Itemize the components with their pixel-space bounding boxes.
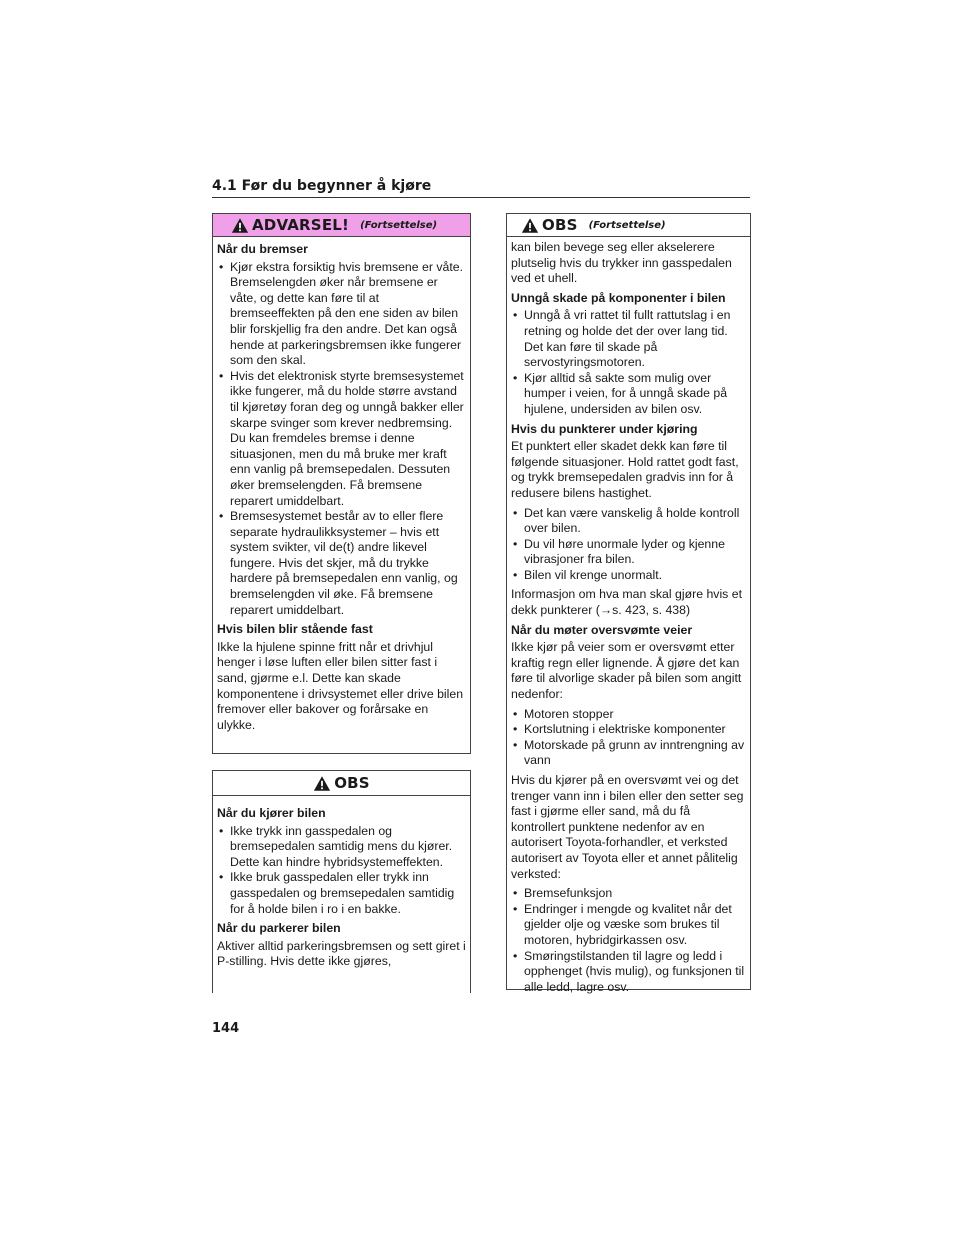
section-heading: Når du parkerer bilen xyxy=(217,921,341,936)
list-item: • Du vil høre unormale lyder og kjenne vibrasjoner fra bilen. xyxy=(511,537,746,568)
paragraph: kan bilen bevege seg eller akselerere plutselig hvis du trykker inn gasspedalen ved et uhell. xyxy=(511,240,732,286)
list-item: • Ikke bruk gasspedalen eller trykk inn gasspedalen og bremsepedalen samtidig for å holde bilen i ro i en bakke. xyxy=(217,870,466,917)
warning-box xyxy=(212,213,471,754)
bullet-list xyxy=(511,506,746,584)
obs-box-body xyxy=(507,237,750,1005)
section-heading: Når du kjører bilen xyxy=(217,806,326,820)
bullet-list xyxy=(217,260,466,619)
continued-label: (Fortsettelse) xyxy=(588,219,666,231)
list-item: • Unngå å vri rattet til fullt rattutslag i en retning og holde det der over lang tid. Det kan føre til skade på servostyringsmotoren. xyxy=(511,308,746,370)
bullet-list xyxy=(511,308,746,417)
obs-title: OBS xyxy=(542,216,578,234)
warning-triangle-icon xyxy=(231,217,249,234)
paragraph: Ikke kjør på veier som er oversvømt etter kraftig regn eller lignende. Å gjøre det kan føre til alvorlige skader på bilen som angitt nedenfor: xyxy=(511,640,742,702)
paragraph: Aktiver alltid parkeringsbremsen og sett giret i P-stilling. Hvis dette ikke gjøres, xyxy=(217,938,466,969)
section-heading: Når du bremser xyxy=(217,242,308,256)
list-item: • Det kan være vanskelig å holde kontroll over bilen. xyxy=(511,506,746,537)
list-item: • Smøringstilstanden til lagre og ledd i opphenget (hvis mulig), og funksjonen til alle ledd, lagre osv. xyxy=(511,949,746,996)
bullet-list xyxy=(511,886,746,995)
paragraph: Hvis du kjører på en oversvømt vei og det trenger vann inn i bilen eller den setter seg fast i gjørme eller sand, må du få kontrollert punktene nedenfor av en autorisert Toyota-forhandler, et verksted autorisert av Toyota eller et annet pålitelig verksted: xyxy=(511,773,744,881)
list-item: • Kjør ekstra forsiktig hvis bremsene er våte. Bremselengden øker når bremsene er våte, og dette kan føre til at bremseeffekten på den ene siden av bilen blir forskjellig fra den andre. Det kan også hende at parkeringsbremsen ikke fungerer som den skal. xyxy=(217,260,466,369)
list-item: • Ikke trykk inn gasspedalen og bremsepedalen samtidig mens du kjører. Dette kan hindre hybridsystemeffekten. xyxy=(217,824,466,871)
obs-title: OBS xyxy=(334,774,370,792)
warning-triangle-icon xyxy=(521,217,539,234)
paragraph: Informasjon om hva man skal gjøre hvis et dekk punkterer (→s. 423, s. 438) xyxy=(511,587,742,618)
obs-box-body xyxy=(213,796,470,980)
list-item: • Hvis det elektronisk styrte bremsesystemet ikke fungerer, må du holde større avstand til kjøretøy foran deg og unngå bakker eller skarpe svinger som krever nedbremsing. Du kan fremdeles bremse i denne situasjonen, men du må bruke mer kraft enn vanlig på bremsepedalen. Dessuten øker bremselengden. Få bremsene reparert umiddelbart. xyxy=(217,369,466,509)
section-heading: Unngå skade på komponenter i bilen xyxy=(511,290,726,305)
list-item: • Kortslutning i elektriske komponenter xyxy=(511,722,746,738)
list-item: • Bremsesystemet består av to eller flere separate hydraulikksystemer – hvis ett system svikter, vil de(t) andre likevel fungere. Hvis det skjer, må du trykke hardere på bremsepedalen enn vanlig, og bremselengden vil øke. Få bremsene reparert umiddelbart. xyxy=(217,509,466,618)
bullet-list xyxy=(511,707,746,769)
paragraph: Et punktert eller skadet dekk kan føre til følgende situasjoner. Hold rattet godt fast, og trykk bremsepedalen gradvis inn for å redusere bilens hastighet. xyxy=(511,439,739,500)
warning-box-body xyxy=(213,237,470,743)
section-heading: Når du møter oversvømte veier xyxy=(511,622,693,637)
section-heading: Hvis du punkterer under kjøring xyxy=(511,421,698,436)
list-item: • Bilen vil krenge unormalt. xyxy=(511,568,746,584)
warning-title: ADVARSEL! xyxy=(252,216,350,234)
page-number: 144 xyxy=(212,1021,240,1036)
paragraph: Ikke la hjulene spinne fritt når et drivhjul henger i løse luften eller bilen sitter fast i sand, gjørme e.l. Dette kan skade komponentene i drivsystemet eller drive bilen fremover eller bakover og forårsake en ulykke. xyxy=(217,639,464,732)
list-item: • Motorskade på grunn av inntrengning av vann xyxy=(511,738,746,769)
list-item: • Endringer i mengde og kvalitet når det gjelder olje og væske som brukes til motoren, hybridgirkassen osv. xyxy=(511,902,746,949)
obs-box-header xyxy=(213,771,470,796)
warning-triangle-icon xyxy=(313,775,331,792)
obs-box-header xyxy=(507,214,750,237)
continued-label: (Fortsettelse) xyxy=(360,219,438,231)
list-item: • Motoren stopper xyxy=(511,707,746,723)
warning-box-header xyxy=(213,214,470,237)
list-item: • Kjør alltid så sakte som mulig over humper i veien, for å unngå skade på hjulene, undersiden av bilen osv. xyxy=(511,371,746,418)
list-item: • Bremsefunksjon xyxy=(511,886,746,902)
obs-box-left xyxy=(212,770,471,993)
bullet-list xyxy=(217,824,466,918)
obs-box-right xyxy=(506,213,751,994)
section-header: 4.1 Før du begynner å kjøre xyxy=(212,178,750,198)
section-heading: Hvis bilen blir stående fast xyxy=(217,622,373,637)
